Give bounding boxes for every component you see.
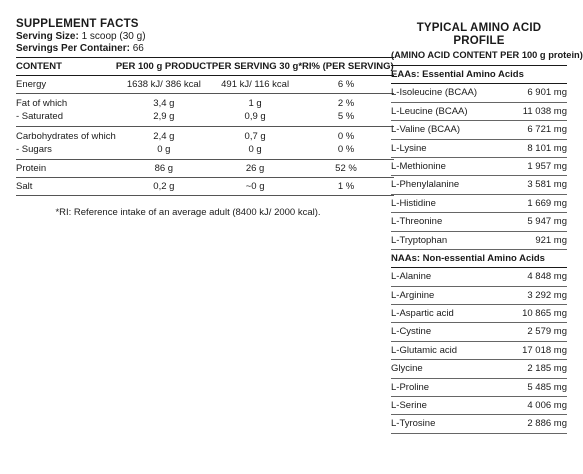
row-name: Fat of which: [16, 98, 68, 109]
table-row: [16, 143, 394, 160]
amino-name: L-Tyrosine: [391, 418, 436, 430]
list-item: [391, 176, 567, 194]
table-row: [16, 160, 394, 178]
row-serving: 1 g: [248, 98, 262, 109]
amino-value: 2 185 mg: [527, 363, 567, 375]
table-header-row: [16, 58, 394, 76]
row-ri: 2 %: [337, 98, 355, 109]
row-per100: 3,4 g: [153, 98, 175, 109]
list-item: [391, 195, 567, 213]
amino-value: 2 579 mg: [527, 326, 567, 338]
table-row: [16, 178, 394, 196]
amino-name: L-Proline: [391, 381, 430, 393]
amino-name: L-Leucine (BCAA): [391, 105, 468, 117]
amino-name: L-Isoleucine (BCAA): [391, 87, 478, 99]
amino-value: 6 721 mg: [527, 124, 567, 136]
row-ri: 0 %: [337, 131, 355, 142]
list-item: [391, 84, 567, 102]
amino-value: 5 485 mg: [527, 381, 567, 393]
row-serving: ~0 g: [212, 178, 298, 196]
amino-name: L-Phenylalanine: [391, 179, 460, 191]
amino-name: L-Serine: [391, 400, 427, 412]
amino-value: 17 018 mg: [522, 344, 567, 356]
amino-value: 1 669 mg: [527, 197, 567, 209]
amino-name: L-Valine (BCAA): [391, 124, 460, 136]
amino-value: 2 886 mg: [527, 418, 567, 430]
row-per100: 2,4 g: [153, 131, 175, 142]
serving-size-value: 1 scoop (30 g): [81, 31, 146, 42]
row-per100: 1638 kJ/ 386 kcal: [116, 76, 212, 94]
amino-name: L-Aspartic acid: [391, 308, 454, 320]
row-per100: 86 g: [116, 160, 212, 178]
amino-name: L-Histidine: [391, 197, 436, 209]
row-ri: 0 %: [298, 143, 393, 160]
list-item: [391, 379, 567, 397]
list-item: [391, 323, 567, 341]
essential-header: EAAs: Essential Amino Acids: [391, 66, 567, 84]
amino-profile-subtitle: (AMINO ACID CONTENT PER 100 g protein): [391, 50, 583, 60]
amino-value: 921 mg: [535, 234, 567, 246]
amino-value: 1 957 mg: [527, 160, 567, 172]
row-serving: 0 g: [212, 143, 298, 160]
serving-size-line: [16, 31, 360, 43]
col-header-per-serving: PER SERVING 30 g: [212, 58, 298, 76]
table-row: [16, 127, 394, 144]
row-name: Salt: [16, 178, 116, 196]
amino-name: Glycine: [391, 363, 423, 375]
amino-value: 11 038 mg: [522, 105, 567, 117]
list-item: [391, 268, 567, 286]
row-ri: 1 %: [298, 178, 393, 196]
row-serving: 0,9 g: [212, 110, 298, 127]
col-header-content: CONTENT: [16, 58, 116, 76]
amino-acid-list: [391, 65, 567, 434]
supplement-facts-panel: [16, 18, 394, 218]
amino-name: L-Tryptophan: [391, 234, 448, 246]
servings-value: 66: [132, 43, 144, 54]
row-serving: 26 g: [212, 160, 298, 178]
amino-name: L-Arginine: [391, 289, 435, 301]
amino-acid-profile-panel: [391, 22, 583, 434]
amino-name: L-Threonine: [391, 216, 443, 228]
row-name: Energy: [16, 76, 116, 94]
list-item: [391, 287, 567, 305]
amino-value: 3 292 mg: [527, 289, 567, 301]
amino-name: L-Cystine: [391, 326, 432, 338]
col-header-per100: PER 100 g PRODUCT: [116, 58, 212, 76]
amino-profile-title: TYPICAL AMINO ACID PROFILE: [416, 22, 542, 47]
row-name: Protein: [16, 160, 116, 178]
amino-value: 6 901 mg: [527, 87, 567, 99]
row-ri: 5 %: [298, 110, 393, 127]
row-serving: 491 kJ/ 116 kcal: [212, 76, 298, 94]
row-per100: 0,2 g: [116, 178, 212, 196]
list-item: [391, 103, 567, 121]
list-item: [391, 305, 567, 323]
row-per100: 0 g: [116, 143, 212, 160]
amino-name: L-Alanine: [391, 271, 432, 283]
table-row: [16, 110, 394, 127]
amino-name: L-Glutamic acid: [391, 344, 457, 356]
list-item: [391, 158, 567, 176]
row-name: - Saturated: [16, 110, 116, 127]
nonessential-header: NAAs: Non-essential Amino Acids: [391, 250, 567, 268]
row-ri: 52 %: [298, 160, 393, 178]
row-name: Carbohydrates of which: [16, 131, 116, 142]
amino-name: L-Lysine: [391, 142, 427, 154]
amino-value: 10 865 mg: [522, 308, 567, 320]
list-item: [391, 397, 567, 415]
reference-intake-note: *RI: Reference intake of an average adult (8400 kJ/ 2000 kcal).: [55, 207, 321, 218]
row-serving: 0,7 g: [244, 131, 266, 142]
list-item: [391, 415, 567, 433]
amino-value: 8 101 mg: [527, 142, 567, 154]
amino-value: 4 848 mg: [527, 271, 567, 283]
amino-value: 4 006 mg: [527, 400, 567, 412]
table-row: [16, 94, 394, 111]
list-item: [391, 213, 567, 231]
serving-size-label: Serving Size:: [16, 31, 79, 42]
amino-value: 3 581 mg: [527, 179, 567, 191]
list-item: [391, 140, 567, 158]
row-name: - Sugars: [16, 143, 116, 160]
amino-name: L-Methionine: [391, 160, 446, 172]
list-item: [391, 360, 567, 378]
supplement-facts-title: SUPPLEMENT FACTS: [16, 18, 139, 30]
servings-label: Servings Per Container:: [16, 43, 130, 54]
list-item: [391, 121, 567, 139]
servings-per-container-line: [16, 43, 360, 55]
list-item: [391, 232, 567, 250]
table-row: [16, 76, 394, 94]
list-item: [391, 342, 567, 360]
col-header-ri: *RI% (PER SERVING): [298, 58, 393, 76]
amino-value: 5 947 mg: [527, 216, 567, 228]
row-ri: 6 %: [298, 76, 393, 94]
row-per100: 2,9 g: [116, 110, 212, 127]
supplement-facts-table: [16, 57, 394, 196]
